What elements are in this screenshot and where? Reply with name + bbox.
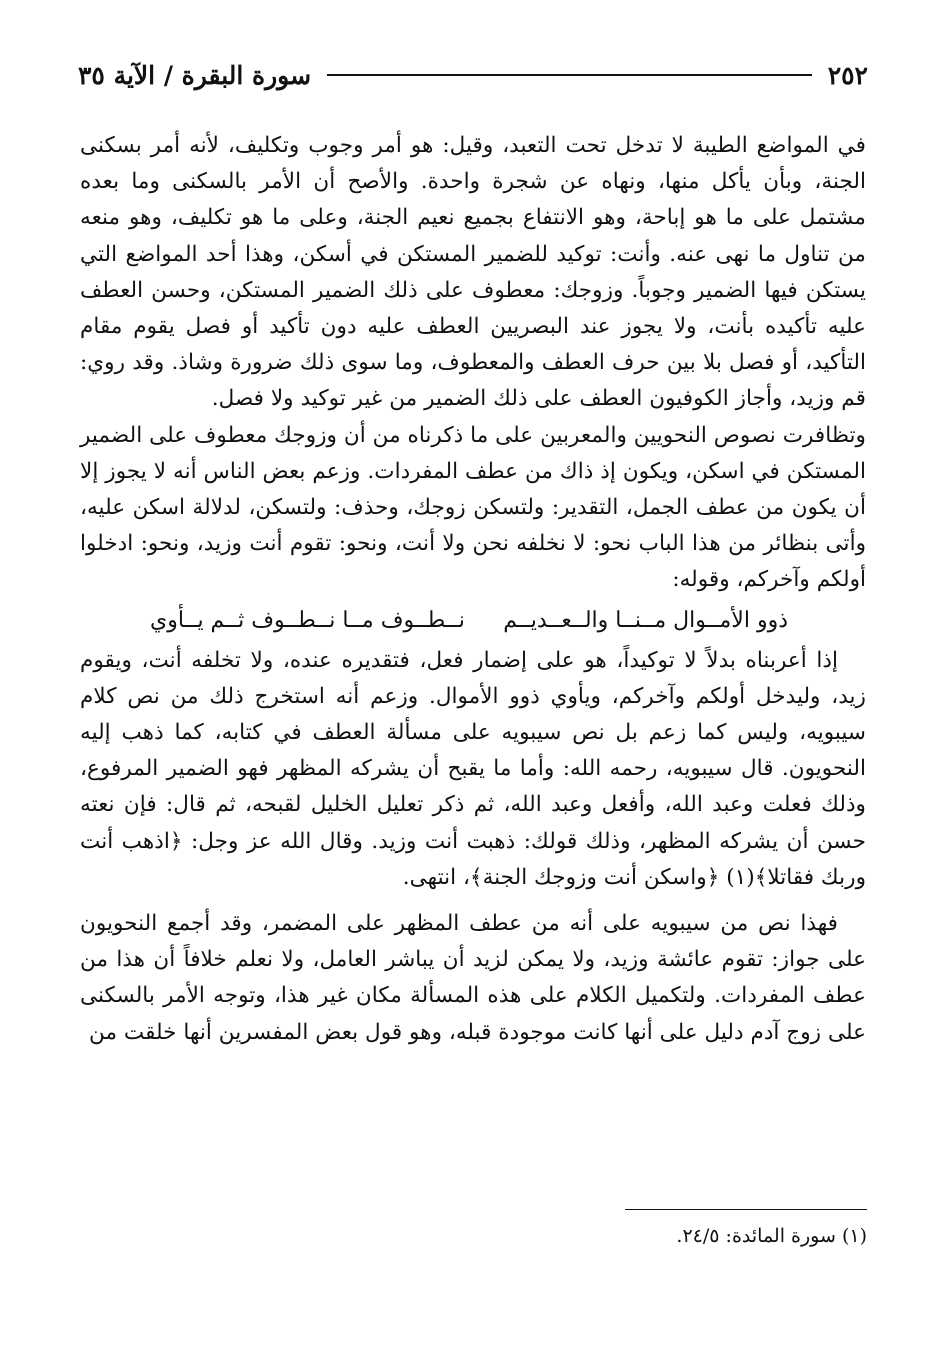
verse-hemistich-right: ذوو الأمــوال مــنــا والــعــديــم: [503, 607, 788, 633]
paragraph-1: في المواضع الطيبة لا تدخل تحت التعبد، وقيل: هو أمر وجوب وتكليف، لأنه أمر بسكنى الجنة، وبأن يأكل منها، ونهاه عن شجرة واحدة. والأصح أن الأمر بالسكنى وما بعده مشتمل على ما هو إباحة، وهو الانتفاع بجميع نعيم الجنة، وعلى ما هو تكليف، وهو منعه من تناول ما نهى عنه. وأنت: توكيد للضمير المستكن في أسكن، وهذا أحد المواضع التي يستكن فيها الضمير وجوباً. وزوجك: معطوف على ذلك الضمير المستكن، وحسن العطف عليه تأكيده بأنت، ولا يجوز عند البصريين العطف عليه دون تأكيد أو فصل يقوم مقام التأكيد، أو فصل بلا بين حرف العطف والمعطوف، وما سوى ذلك ضرورة وشاذ. وقد روي: قم وزيد، وأجاز الكوفيون العطف على ذلك الضمير من غير توكيد ولا فصل.: [80, 133, 866, 412]
footnote: (١) سورة المائدة: ٢٤/٥.: [676, 1225, 867, 1247]
header-rule: [327, 74, 812, 76]
verse-hemistich-left: نــطــوف مــا نــطــوف ثــم يــأوي: [150, 607, 465, 633]
main-text: [80, 128, 866, 1051]
poetry-verse: [80, 603, 866, 639]
paragraph-2: وتظافرت نصوص النحويين والمعربين على ما ذكرناه من أن وزوجك معطوف على الضمير المستكن في اسكن، ويكون إذ ذاك من عطف المفردات. وزعم بعض الناس أنه لا يجوز إلا أن يكون من عطف الجمل، التقدير: ولتسكن زوجك، وحذف: ولتسكن، لدلالة اسكن عليه، وأتى بنظائر من هذا الباب نحو: لا نخلفه نحن ولا أنت، ونحو: تقوم أنت وزيد، ونحو: ادخلوا أولكم وآخركم، وقوله:: [80, 422, 866, 593]
surah-title: سورة البقرة / الآية ٣٥: [78, 60, 312, 90]
footnote-rule: [625, 1209, 867, 1210]
paragraph-3: إذا أعربناه بدلاً لا توكيداً، هو على إضمار فعل، فتقديره عنده، ولا تخلفه أنت، ويقوم زيد، وليدخل أولكم وآخركم، ويأوي ذوو الأموال. وزعم أنه استخرج ذلك من نص كلام سيبويه، وليس كما زعم بل نص سيبويه على مسألة العطف في كتابه، كما ذهب إليه النحويون. قال سيبويه، رحمه الله: وأما ما يقبح أن يشركه المظهر فهو الضمير المرفوع، وذلك فعلت وعبد الله، وأفعل وعبد الله، ثم ذكر تعليل الخليل لقبحه، ثم قال: فإن نعته حسن أن يشركه المظهر، وذلك قولك: ذهبت أنت وزيد. وقال الله عز وجل: ﴿اذهب أنت وربك فقاتلا﴾(١) ﴿واسكن أنت وزوجك الجنة﴾، انتهى.: [80, 647, 866, 890]
paragraph-4: فهذا نص من سيبويه على أنه من عطف المظهر على المضمر، وقد أجمع النحويون على جواز: تقوم عائشة وزيد، ولا يمكن لزيد أن يباشر العامل، ولا نعلم خلافاً أن هذا من عطف المفردات. ولتكميل الكلام على هذه المسألة مكان غير هذا، وتوجه الأمر بالسكنى على زوج آدم دليل على أنها كانت موجودة قبله، وهو قول بعض المفسرين أنها خلقت من: [80, 911, 866, 1045]
running-header: [78, 58, 868, 92]
page-number: ٢٥٢: [827, 60, 868, 90]
paragraph-gap: [80, 896, 866, 906]
